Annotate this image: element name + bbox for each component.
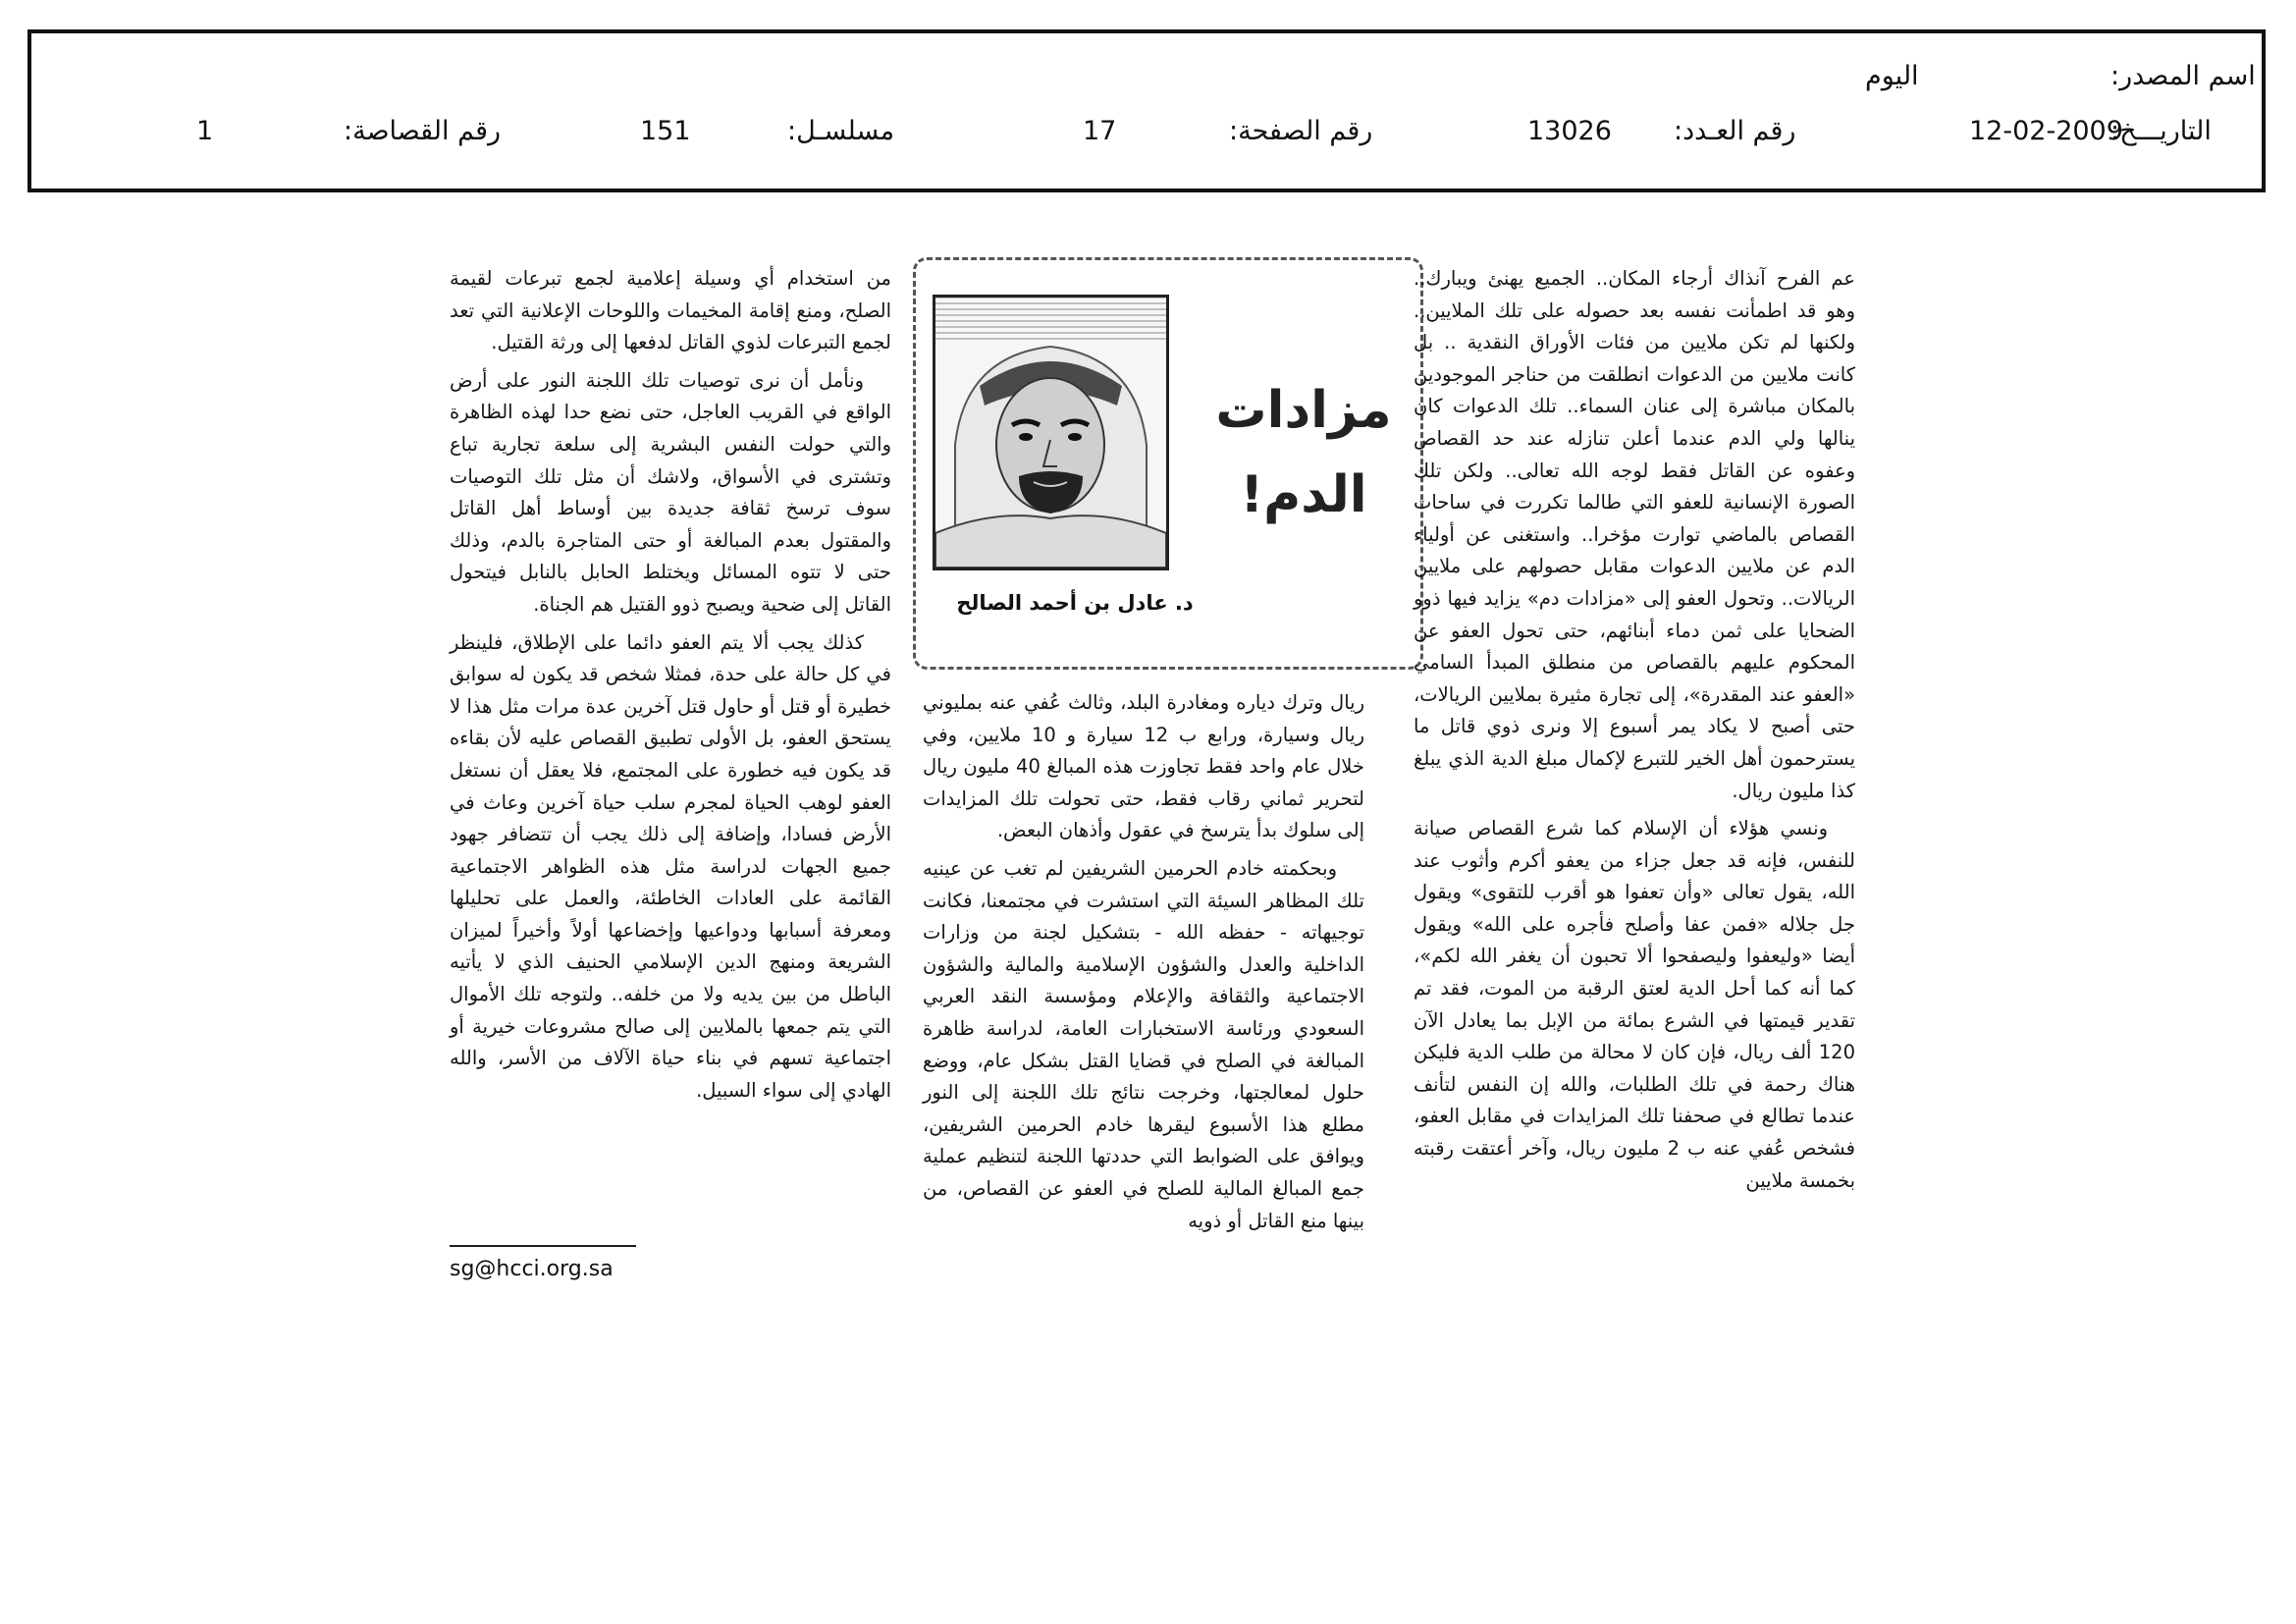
paragraph: وبحكمته خادم الحرمين الشريفين لم تغب عن عينيه تلك المظاهر السيئة التي استشرت في مجتمعنا، فكانت توجيهاته - حفظه الله - بتشكيل لجنة من وزارات الداخلية والعدل والشؤون الإسلامية والمالية والشؤون الاجتماعية والثقافة والإعلام ومؤسسة النقد العربي السعودي ورئاسة الاستخبارات العامة، لدراسة ظاهرة المبالغة في الصلح في قضايا القتل بشكل عام، ووضع حلول لمعالجتها، وخرجت نتائج تلك اللجنة إلى النور مطلع هذا الأسبوع ليقرها خادم الحرمين الشريفين، ويوافق على الضوابط التي حددتها اللجنة لتنظيم عملية جمع المبالغ المالية للصلح في العفو عن القصاص، من بينها منع القاتل أو ذويه bbox=[923, 856, 1364, 1232]
issue-value: 13026 bbox=[1527, 116, 1612, 146]
paragraph: ونأمل أن نرى توصيات تلك اللجنة النور على أرض الواقع في القريب العاجل، حتى نضع حدا لهذه الظاهرة والتي حولت النفس البشرية إلى سلعة تجارية تباع وتشترى في الأسواق، ولاشك أن مثل تلك التوصيات سوف ترسخ ثقافة جديدة بين أوساط أهل القاتل والمقتول بعدم المبالغة أو حتى المتاجرة بالدم، وذلك حتى لا تتوه المسائل ويختلط الحابل بالنابل فيتحول القاتل إلى ضحية ويصبح ذوو القتيل هم الجناة. bbox=[450, 368, 891, 616]
issue-label: رقم العـدد: bbox=[1674, 116, 1796, 146]
author-email: sg@hcci.org.sa bbox=[450, 1257, 614, 1281]
paragraph: ريال وترك دياره ومغادرة البلد، وثالث عُفي عنه بمليوني ريال وسيارة، ورابع ب 12 سيارة و 10 ملايين، وفي خلال عام واحد فقط تجاوزت هذه المبالغ 40 مليون ريال لتحرير ثماني رقاب فقط، حتى تحولت تلك المزايدات إلى سلوك بدأ يترسخ في عقول وأذهان البعض. bbox=[923, 691, 1365, 842]
article-column-2 bbox=[923, 687, 1364, 1243]
paragraph: كذلك يجب ألا يتم العفو دائما على الإطلاق، فلينظر في كل حالة على حدة، فمثلا شخص قد يكون له سوابق خطيرة أو قتل أو حاول قتل آخرين عدة مرات مثل هذا لا يستحق العفو، بل الأولى تطبيق القصاص عليه لأن بقاءه قد يكون فيه خطورة على المجتمع، فلا يعقل أن نستغل العفو لوهب الحياة لمجرم سلب حياة آخرين وعاث في الأرض فسادا، وإضافة إلى ذلك يجب أن تتضافر جهود جميع الجهات لدراسة مثل هذه الظواهر الاجتماعية القائمة على العادات الخاطئة، والعمل على تحليلها ومعرفة أسبابها ودواعيها وإخضاعها أولاً وأخيراً لميزان الشريعة ومنهج الدين الإسلامي الحنيف الذي لا يأتيه الباطل من بين يديه ولا من خلفه.. ولتوجه تلك الأموال التي يتم جمعها بالملايين إلى صالح مشروعات خيرية أو اجتماعية تسهم في بناء حياة الآلاف من الأسر، والله الهادي إلى سواء السبيل. bbox=[450, 630, 891, 1102]
clip-number-label: رقم القصاصة: bbox=[344, 116, 502, 146]
paragraph: ونسي هؤلاء أن الإسلام كما شرع القصاص صيانة للنفس، فإنه قد جعل جزاء من يعفو أكرم وأثوب عند الله، يقول تعالى «وأن تعفوا هو أقرب للتقوى» ويقول جل جلاله «فمن عفا وأصلح فأجره على الله» ويقول أيضا «وليعفوا وليصفحوا ألا تحبون أن يغفر الله لكم»، كما أنه كما أحل الدية لعتق الرقبة من الموت، فقد تم تقدير قيمتها في الشرع بمائة من الإبل بما يعادل الآن 120 ألف ريال، فإن كان لا محالة من طلب الدية فليكن هناك رحمة في تلك الطلبات، والله إن النفس لتأنف عندما تطالع في صحفنا تلك المزايدات في مقابل العفو، فشخص عُفي عنه ب 2 مليون ريال، وآخر أعتقت رقبته بخمسة ملايين bbox=[1414, 817, 1855, 1192]
clipping-metadata-box bbox=[27, 29, 2266, 192]
page-label: رقم الصفحة: bbox=[1229, 116, 1373, 146]
headline-line-1: مزادات bbox=[1215, 381, 1392, 440]
author-portrait-image bbox=[935, 298, 1166, 568]
paragraph: من استخدام أي وسيلة إعلامية لجمع تبرعات لقيمة الصلح، ومنع إقامة المخيمات واللوحات الإعلانية التي تعد لجمع التبرعات لذوي القاتل لدفعها إلى ورثة القتيل. bbox=[450, 267, 891, 354]
page-value: 17 bbox=[1083, 116, 1117, 146]
serial-label: مسلسـل: bbox=[787, 116, 895, 146]
clip-number-value: 1 bbox=[196, 116, 214, 146]
source-value: اليوم bbox=[1865, 61, 1919, 91]
article-column-3 bbox=[450, 263, 891, 1112]
author-photo bbox=[933, 295, 1169, 570]
date-value: 12-02-2009 bbox=[1969, 116, 2123, 146]
article-column-1 bbox=[1414, 263, 1855, 1203]
date-label: التاريـــخ: bbox=[2110, 116, 2212, 146]
article-headline bbox=[1205, 368, 1402, 537]
serial-value: 151 bbox=[640, 116, 691, 146]
author-byline: د. عادل بن أحمد الصالح bbox=[956, 591, 1194, 615]
paragraph: عم الفرح آنذاك أرجاء المكان.. الجميع يهنئ ويبارك.. وهو قد اطمأنت نفسه بعد حصوله على تلك الملايين.. ولكنها لم تكن ملايين من فئات الأوراق النقدية .. بل كانت ملايين من الدعوات انطلقت من حناجر الموجودين بالمكان مباشرة إلى عنان السماء.. تلك الدعوات كان ينالها ولي الدم عندما أعلن تنازله عند حد القصاص وعفوه عن القاتل فقط لوجه الله تعالى.. ولكن تلك الصورة الإنسانية للعفو التي طالما تكررت في ساحات القصاص بالماضي توارت مؤخرا.. واستغنى عن أولياء الدم عن ملايين الدعوات مقابل حصولهم على ملايين الريالات.. وتحول العفو إلى «مزادات دم» يزايد فيها ذوو الضحايا على ثمن دماء أبنائهم، حتى تحول العفو عن المحكوم عليهم بالقصاص من منطلق المبدأ السامي «العفو عند المقدرة»، إلى تجارة مثيرة بملايين الريالات، حتى أصبح لا يكاد يمر أسبوع إلا ونرى ذوي قاتل ما يسترحمون أهل الخير للتبرع لإكمال مبلغ الدية الذي يبلغ كذا مليون ريال. bbox=[1414, 267, 1855, 802]
source-label: اسم المصدر: bbox=[2110, 61, 2256, 91]
signature-divider bbox=[450, 1245, 636, 1247]
headline-line-2: الدم! bbox=[1240, 465, 1367, 524]
